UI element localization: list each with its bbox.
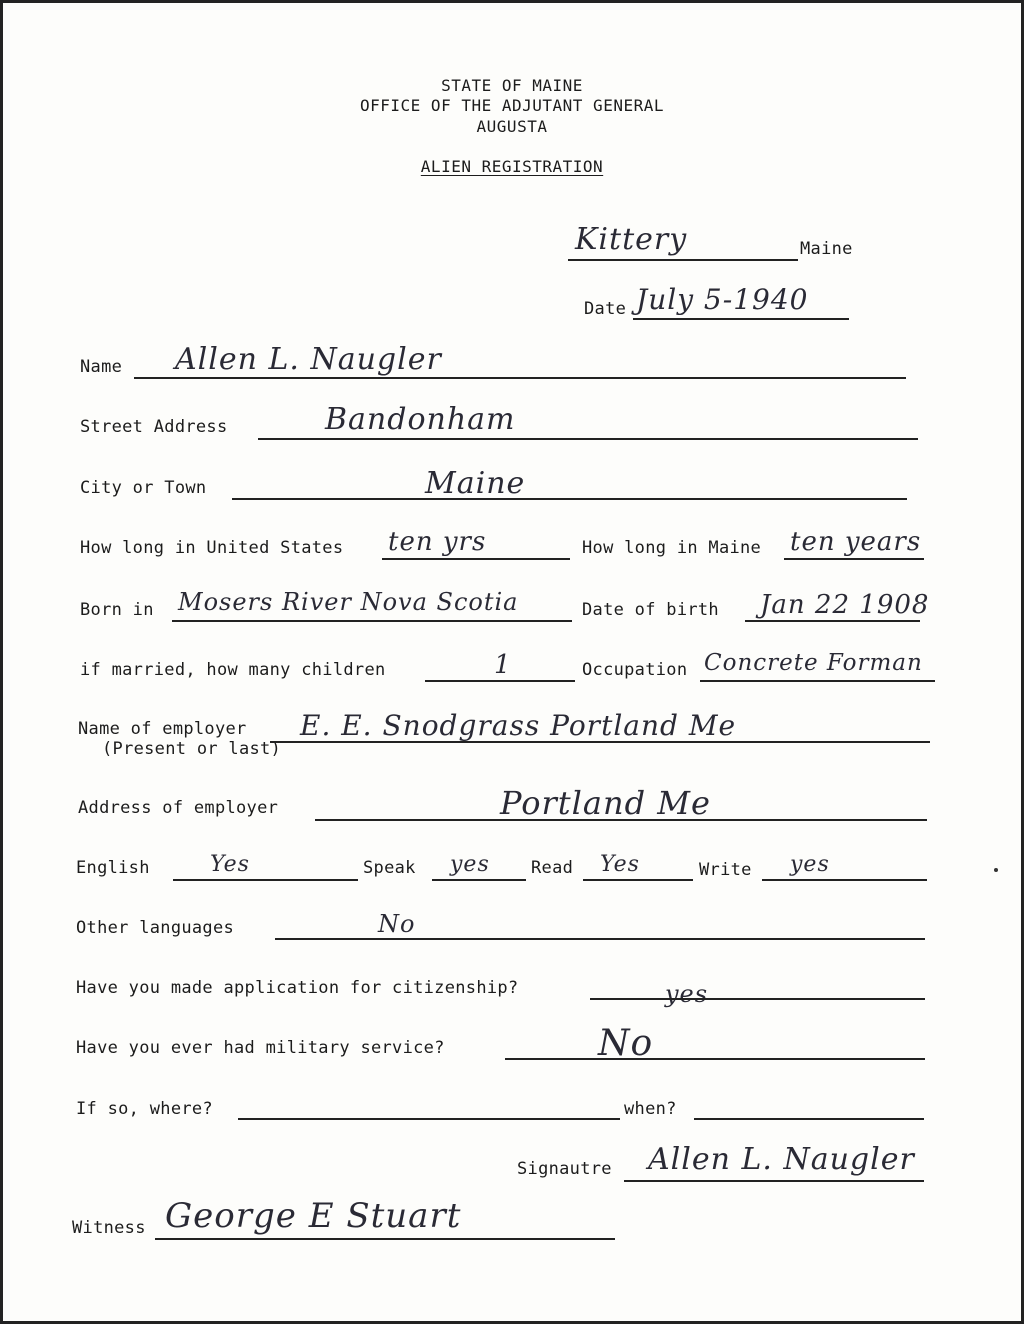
date-label: Date <box>584 299 627 319</box>
read-line <box>583 879 693 881</box>
name-label: Name <box>80 357 123 377</box>
signature-label: Signautre <box>517 1159 612 1179</box>
street-line <box>258 438 918 440</box>
write-line <box>762 879 927 881</box>
english-line <box>173 879 358 881</box>
employer-address-line <box>315 819 927 821</box>
read-entry: Yes <box>600 852 640 877</box>
witness-entry: George E Stuart <box>165 1196 462 1236</box>
ink-dot <box>994 868 998 872</box>
military-label: Have you ever had military service? <box>76 1038 445 1058</box>
where-line <box>238 1118 620 1120</box>
maine-label: Maine <box>800 239 853 259</box>
street-label: Street Address <box>80 417 228 437</box>
signature-line <box>624 1180 924 1182</box>
speak-line <box>432 879 526 881</box>
how-long-maine-entry: ten years <box>790 527 922 557</box>
date-of-birth-label: Date of birth <box>582 600 719 620</box>
name-entry: Allen L. Naugler <box>175 342 442 377</box>
date-line <box>633 318 849 320</box>
employer-label: Name of employer <box>78 719 247 739</box>
date-of-birth-line <box>745 620 920 622</box>
citizenship-line <box>590 998 925 1000</box>
date-entry: July 5-1940 <box>636 283 809 316</box>
form-title: ALIEN REGISTRATION <box>420 157 604 176</box>
where-label: If so, where? <box>76 1099 213 1119</box>
children-line <box>425 680 575 682</box>
other-languages-entry: No <box>378 910 416 938</box>
children-entry: 1 <box>494 650 512 680</box>
occupation-entry: Concrete Forman <box>704 650 923 676</box>
city-entry: Maine <box>425 466 526 501</box>
town-line <box>568 259 798 261</box>
header-city: AUGUSTA <box>476 117 548 136</box>
employer-address-label: Address of employer <box>78 798 279 818</box>
how-long-maine-line <box>784 558 924 560</box>
employer-entry: E. E. Snodgrass Portland Me <box>300 709 737 742</box>
header-state: STATE OF MAINE <box>441 76 583 95</box>
write-label: Write <box>699 860 752 880</box>
date-of-birth-entry: Jan 22 1908 <box>760 590 930 620</box>
city-line <box>232 498 907 500</box>
military-entry: No <box>598 1023 654 1064</box>
other-languages-label: Other languages <box>76 918 235 938</box>
citizenship-label: Have you made application for citizenship? <box>76 978 519 998</box>
read-label: Read <box>531 858 574 878</box>
military-line <box>505 1058 925 1060</box>
how-long-maine-label: How long in Maine <box>582 538 762 558</box>
children-label: if married, how many children <box>80 660 386 680</box>
witness-label: Witness <box>72 1218 146 1238</box>
speak-entry: yes <box>450 852 490 877</box>
employer-line <box>270 741 930 743</box>
when-line <box>694 1118 924 1120</box>
town-entry: Kittery <box>575 222 688 257</box>
born-in-entry: Mosers River Nova Scotia <box>178 588 519 616</box>
how-long-us-line <box>382 558 570 560</box>
city-label: City or Town <box>80 478 207 498</box>
speak-label: Speak <box>363 858 416 878</box>
when-label: when? <box>624 1099 677 1119</box>
born-in-label: Born in <box>80 600 154 620</box>
english-entry: Yes <box>210 852 250 877</box>
witness-line <box>155 1238 615 1240</box>
write-entry: yes <box>790 852 830 877</box>
name-line <box>134 377 906 379</box>
how-long-us-label: How long in United States <box>80 538 344 558</box>
street-entry: Bandonham <box>325 402 516 437</box>
how-long-us-entry: ten yrs <box>388 527 487 557</box>
other-languages-line <box>275 938 925 940</box>
employer-address-entry: Portland Me <box>500 784 711 822</box>
born-in-line <box>172 620 572 622</box>
occupation-label: Occupation <box>582 660 688 680</box>
header-office: OFFICE OF THE ADJUTANT GENERAL <box>360 96 664 115</box>
occupation-line <box>700 680 935 682</box>
signature-entry: Allen L. Naugler <box>648 1142 915 1177</box>
citizenship-entry: yes <box>665 980 709 1008</box>
english-label: English <box>76 858 150 878</box>
employer-sublabel: (Present or last) <box>102 739 282 759</box>
